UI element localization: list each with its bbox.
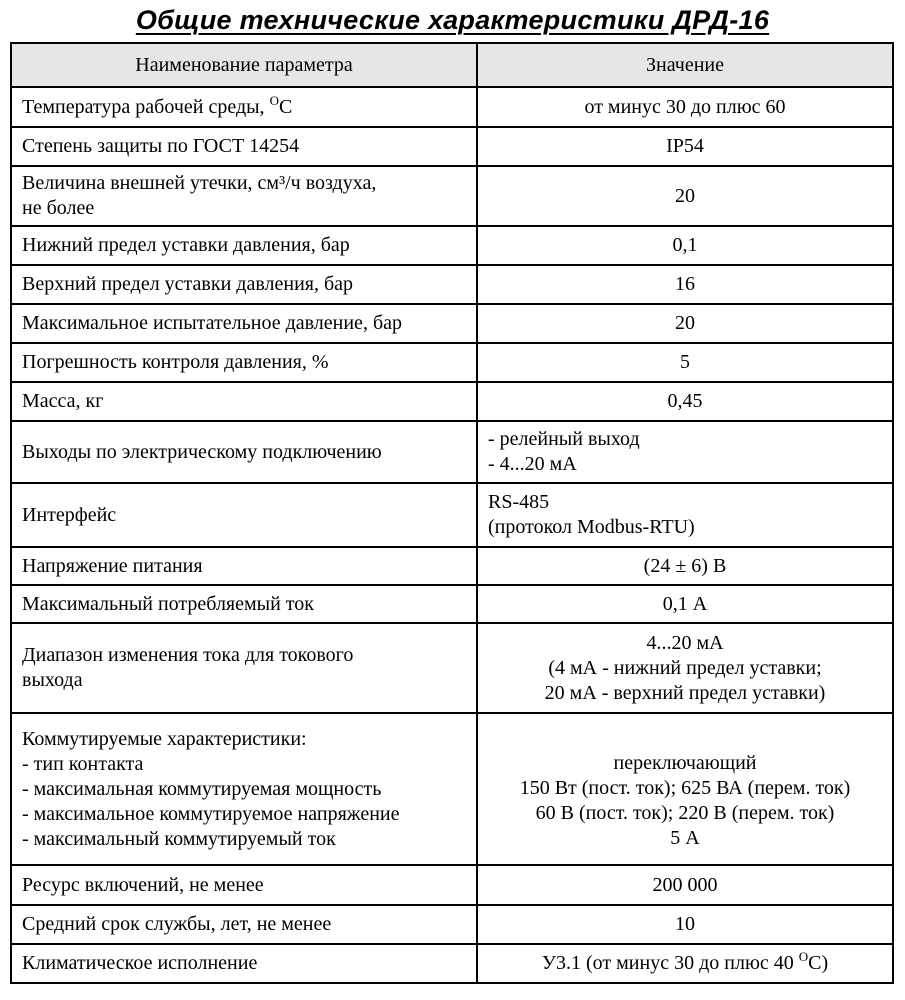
value-cell: [477, 905, 893, 944]
parameter-cell: [11, 483, 477, 547]
table-row: [11, 585, 893, 623]
parameter-text: Максимальное испытательное давление, бар: [22, 312, 402, 334]
value-cell: [477, 304, 893, 343]
value-cell: [477, 343, 893, 382]
parameter-text: Коммутируемые характеристики:: [22, 727, 307, 750]
parameter-cell: [11, 265, 477, 304]
parameter-text: Средний срок службы, лет, не менее: [22, 913, 332, 935]
parameter-text: - максимальный коммутируемый ток: [22, 827, 336, 850]
parameter-text: Величина внешней утечки, см³/ч воздуха,: [22, 172, 377, 194]
parameter-text: Погрешность контроля давления, %: [22, 351, 329, 373]
table-row: [11, 483, 893, 547]
value-text: 20: [675, 184, 695, 207]
parameter-text: - максимальная коммутируемая мощность: [22, 777, 382, 800]
value-text: RS-485: [488, 491, 550, 513]
parameter-cell: [11, 421, 477, 483]
parameter-text: Верхний предел уставки давления, бар: [22, 273, 354, 295]
value-cell: [477, 865, 893, 905]
value-text: 0,1: [672, 234, 698, 256]
value-cell: [477, 382, 893, 421]
value-text: 16: [675, 273, 695, 295]
value-text: 0,45: [667, 390, 703, 412]
value-text: 150 Вт (пост. ток); 625 ВА (перем. ток): [519, 777, 851, 799]
parameter-text: Нижний предел уставки давления, бар: [22, 234, 350, 256]
value-text: (24 ± 6) В: [643, 554, 727, 577]
value-text: 20 мА - верхний предел уставки): [544, 681, 826, 704]
value-text: У3.1 (от минус 30 до плюс 40 $^O$С): [541, 949, 829, 974]
table-row: [11, 623, 893, 713]
parameter-text: Масса, кг: [22, 390, 104, 412]
value-text: 5 А: [670, 827, 700, 849]
parameter-cell: [11, 944, 477, 983]
value-text: 5: [680, 351, 690, 373]
parameter-cell: [11, 623, 477, 713]
table-row: [11, 304, 893, 343]
parameter-cell: [11, 547, 477, 585]
value-cell: [477, 226, 893, 265]
table-row: [11, 226, 893, 265]
parameter-text: Максимальный потребляемый ток: [22, 592, 315, 615]
page-title: Общие технические характеристики ДРД-16: [135, 5, 770, 35]
parameter-text: выхода: [22, 669, 83, 691]
value-cell: [477, 585, 893, 623]
parameter-text: Ресурс включений, не менее: [22, 873, 264, 896]
parameter-text: Диапазон изменения тока для токового: [22, 644, 354, 666]
value-text: переключающий: [613, 752, 757, 774]
value-cell: [477, 265, 893, 304]
header-parameter-name: Наименование параметра: [11, 43, 477, 87]
parameter-text: Климатическое исполнение: [22, 952, 258, 974]
parameter-text: Интерфейс: [22, 503, 117, 526]
specifications-table: [10, 42, 894, 984]
value-text: - релейный выход: [488, 428, 640, 450]
table-row: [11, 265, 893, 304]
table-row: [11, 865, 893, 905]
parameter-cell: [11, 382, 477, 421]
value-cell: [477, 944, 893, 983]
parameter-cell: [11, 304, 477, 343]
table-header-row: [11, 43, 893, 87]
parameter-cell: [11, 905, 477, 944]
value-text: 0,1 А: [662, 592, 708, 615]
value-text: 200 000: [652, 873, 718, 896]
parameter-text: Напряжение питания: [22, 554, 203, 577]
table-row: [11, 944, 893, 983]
parameter-cell: [11, 343, 477, 382]
value-text: - 4...20 мА: [488, 453, 577, 475]
parameter-cell: [11, 585, 477, 623]
value-cell: [477, 623, 893, 713]
table-row: [11, 421, 893, 483]
value-text: 10: [675, 913, 695, 935]
value-cell: [477, 713, 893, 865]
value-text: от минус 30 до плюс 60: [584, 95, 786, 118]
value-cell: [477, 483, 893, 547]
table-row: [11, 547, 893, 585]
value-text: 60 В (пост. ток); 220 В (перем. ток): [535, 802, 835, 824]
value-cell: [477, 87, 893, 127]
parameter-text: Выходы по электрическому подключению: [22, 440, 382, 463]
table-row: [11, 166, 893, 226]
parameter-text: не более: [22, 197, 95, 219]
table-row: [11, 382, 893, 421]
value-text: 20: [675, 312, 695, 334]
value-text: IP54: [666, 135, 704, 157]
parameter-cell: [11, 166, 477, 226]
table-row: [11, 87, 893, 127]
parameter-cell: [11, 713, 477, 865]
value-text: (протокол Modbus-RTU): [488, 516, 695, 538]
table-row: [11, 905, 893, 944]
table-row: [11, 127, 893, 166]
value-text: 4...20 мА: [646, 631, 724, 654]
header-value: Значение: [477, 43, 893, 87]
parameter-cell: [11, 87, 477, 127]
table-row: [11, 713, 893, 865]
parameter-cell: [11, 127, 477, 166]
parameter-cell: [11, 865, 477, 905]
table-row: [11, 343, 893, 382]
parameter-cell: [11, 226, 477, 265]
value-cell: [477, 421, 893, 483]
parameter-text: - тип контакта: [22, 752, 144, 775]
value-cell: [477, 166, 893, 226]
value-cell: [477, 127, 893, 166]
parameter-text: - максимальное коммутируемое напряжение: [22, 802, 400, 825]
parameter-text: Температура рабочей среды, $^O$С: [22, 92, 293, 118]
value-text: (4 мА - нижний предел уставки;: [548, 656, 822, 679]
value-cell: [477, 547, 893, 585]
parameter-text: Степень защиты по ГОСТ 14254: [22, 135, 300, 157]
